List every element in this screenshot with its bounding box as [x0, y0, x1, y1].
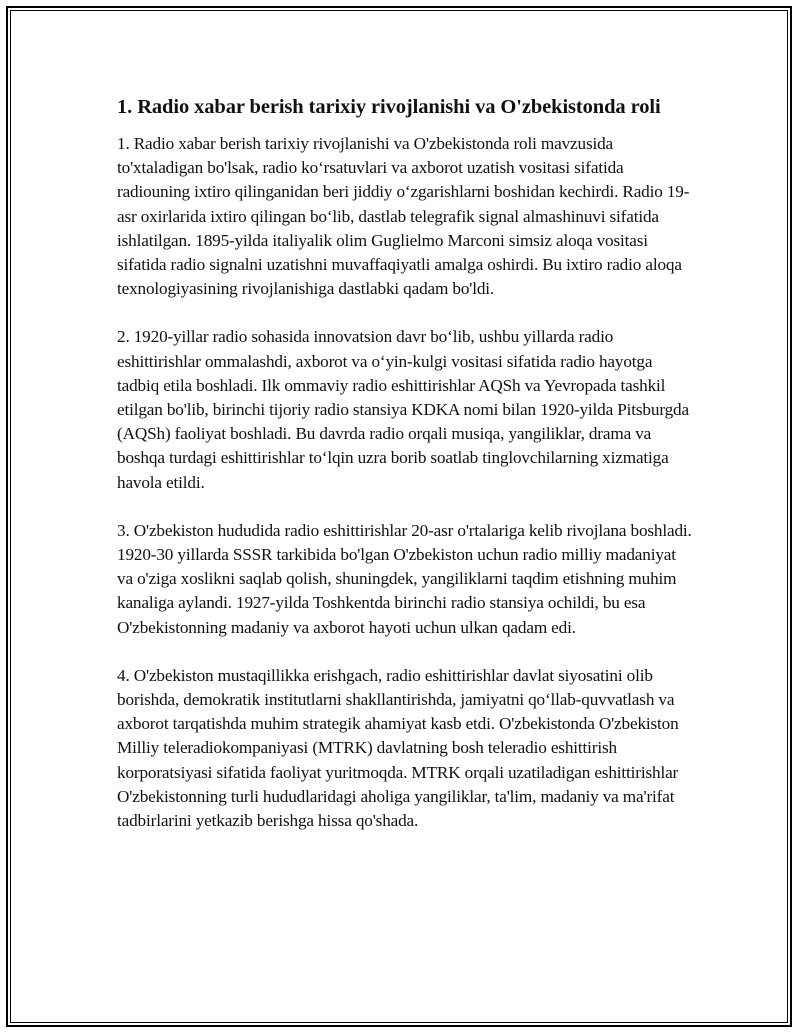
paragraph-2: 2. 1920-yillar radio sohasida innovatsion davr bo‘lib, ushbu yillarda radio eshittirishlar ommalashdi, axborot va o‘yin-kulgi vositasi sifatida radio hayotga tadbiq etila boshladi. Ilk ommaviy radio eshittirishlar AQSh va Yevropada tashkil etilgan bo'lib, birinchi tijoriy radio stansiya KDKA nomi bilan 1920-yilda Pitsburgda (AQSh) faoliyat boshladi. Bu davrda radio orqali musiqa, yangiliklar, drama va boshqa turdagi eshittirishlar to‘lqin uzra borib soatlab tinglovchilarning xizmatiga havola etildi.	[117, 327, 689, 492]
paragraph-4: 4. O'zbekiston mustaqillikka erishgach, radio eshittirishlar davlat siyosatini olib borishda, demokratik institutlarni shakllantirishda, jamiyatni qo‘llab-quvvatlash va axborot tarqatishda muhim strategik ahamiyat kasb etdi. O'zbekistonda O'zbekiston Milliy teleradiokompaniyasi (MTRK) davlatning bosh teleradio eshittirish korporatsiyasi sifatida faoliyat yuritmoqda. MTRK orqali uzatiladigan eshittirishlar O'zbekistonning turli hududlaridagi aholiga yangiliklar, ta'lim, madaniy va ma'rifat tadbirlarini yetkazib berishga hissa qo'shada.	[117, 665, 679, 831]
document-heading: 1. Radio xabar berish tarixiy rivojlanishi va O'zbekistonda roli	[117, 96, 661, 118]
paragraph-1: 1. Radio xabar berish tarixiy rivojlanishi va O'zbekistonda roli mavzusida to'xtaladigan bo'lsak, radio ko‘rsatuvlari va axborot uzatish vositasi sifatida radiouning ixtiro qilinganidan beri jiddiy o‘zgarishlarni boshidan kechirdi. Radio 19-asr oxirlarida ixtiro qilingan bo‘lib, dastlab telegrafik signal almashinuvi sifatida ishlatilgan. 1895-yilda italiyalik olim Guglielmo Marconi simsiz aloqa vositasi sifatida radio signalni uzatishni muvaffaqiyatli amalga oshirdi. Bu ixtiro radio aloqa texnologiyasining rivojlanishiga dastlabki qadam bo'ldi.	[117, 134, 690, 299]
document-body	[117, 93, 692, 857]
paragraph-3: 3. O'zbekiston hududida radio eshittirishlar 20-asr o'rtalariga kelib rivojlana boshladi. 1920-30 yillarda SSSR tarkibida bo'lgan O'zbekiston uchun radio milliy madaniyat va o'ziga xoslikni saqlab qolish, shuningdek, yangiliklarni taqdim etishning muhim kanaliga aylandi. 1927-yilda Toshkentda birinchi radio stansiya ochildi, bu esa O'zbekistonning madaniy va axborot hayoti uchun ulkan qadam edi.	[117, 520, 692, 637]
